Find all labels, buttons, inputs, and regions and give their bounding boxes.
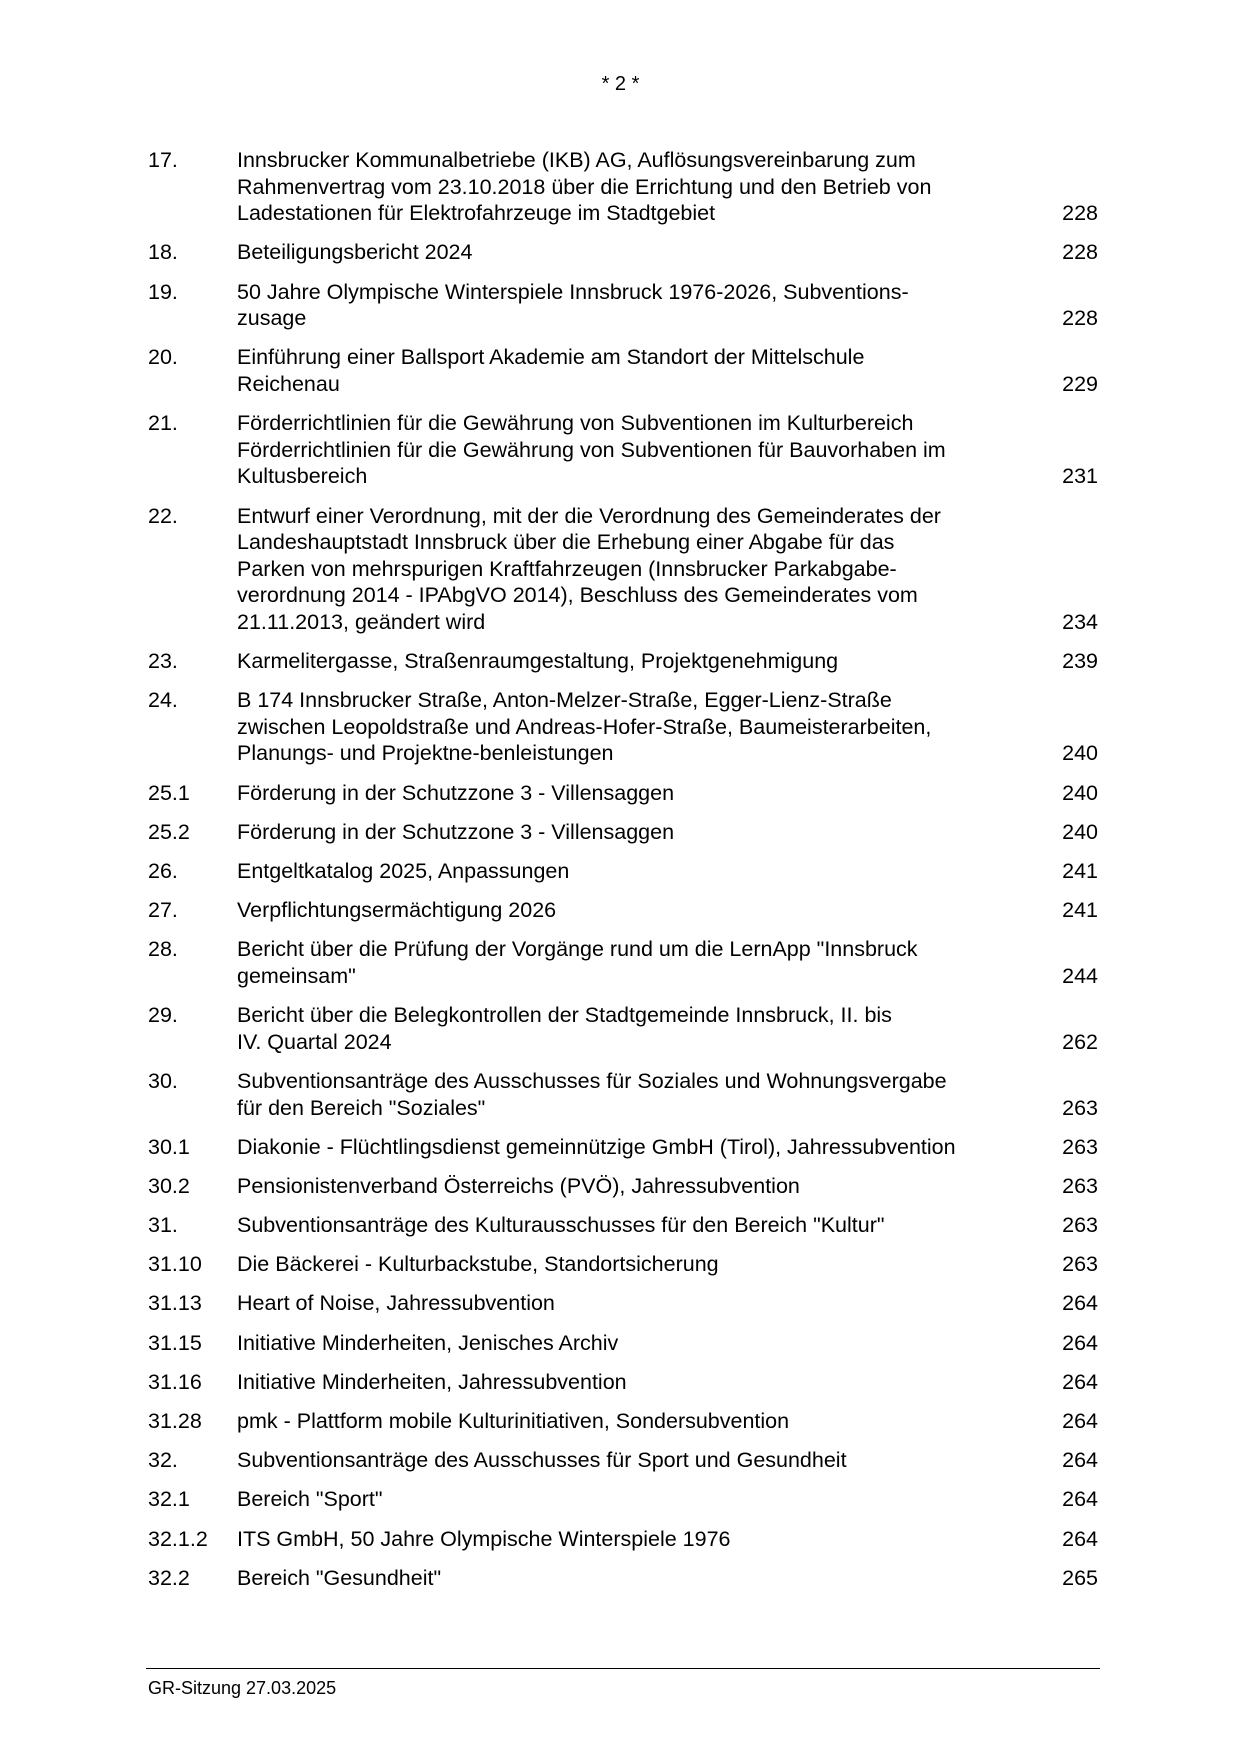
toc-entry-title-line: B 174 Innsbrucker Straße, Anton-Melzer-Straße, Egger-Lienz-Straße <box>237 688 892 713</box>
toc-entry-number: 20. <box>148 345 178 370</box>
toc-entry-number: 27. <box>148 898 178 923</box>
toc-entry-number: 32.1.2 <box>148 1526 208 1551</box>
toc-entry <box>148 780 1098 807</box>
toc-entry-number: 29. <box>148 1003 178 1028</box>
toc-entry-title <box>237 1330 1027 1357</box>
toc-entry-title-line: IV. Quartal 2024 <box>237 1029 392 1054</box>
toc-entry-title <box>237 1408 1027 1435</box>
toc-entry-title-line: 21.11.2013, geändert wird <box>237 609 486 634</box>
toc-entry-number: 17. <box>148 148 178 172</box>
toc-entry-title <box>237 410 1027 490</box>
toc-entry-number: 31.15 <box>148 1330 202 1355</box>
toc-entry-title <box>237 1002 1027 1055</box>
toc-entry-title <box>237 780 1027 807</box>
toc-entry-page: 263 <box>1062 1095 1098 1120</box>
toc-entry <box>148 1173 1098 1200</box>
toc-entry-title <box>237 897 1027 924</box>
toc-entry-title-line: Förderrichtlinien für die Gewährung von Subventionen für Bauvorhaben im <box>237 437 946 462</box>
toc-entry-title <box>237 1134 1027 1161</box>
toc-entry <box>148 1251 1098 1278</box>
toc-entry-title-line: Pensionistenverband Österreichs (PVÖ), Jahressubvention <box>237 1173 800 1198</box>
toc-entry-title-line: verordnung 2014 - IPAbgVO 2014), Beschluss des Gemeinderates vom <box>237 583 918 608</box>
toc-entry <box>148 819 1098 846</box>
toc-entry-number: 24. <box>148 688 178 713</box>
toc-entry-title <box>237 1068 1027 1121</box>
toc-entry-page: 262 <box>1062 1029 1098 1054</box>
toc-entry-title-line: Subventionsanträge des Kulturausschusses für den Bereich "Kultur" <box>237 1213 885 1238</box>
toc-entry-title-line: Subventionsanträge des Ausschusses für Soziales und Wohnungsvergabe <box>237 1068 947 1093</box>
toc-entry-title-line: 50 Jahre Olympische Winterspiele Innsbruck 1976-2026, Subventions- <box>237 279 909 304</box>
toc-entry-title-line: Heart of Noise, Jahressubvention <box>237 1291 555 1316</box>
toc-entry-title-line: Subventionsanträge des Ausschusses für Sport und Gesundheit <box>237 1448 847 1473</box>
toc-entry-title <box>237 503 1027 636</box>
toc-entry <box>148 858 1098 885</box>
toc-entry-title-line: Karmelitergasse, Straßenraumgestaltung, Projektgenehmigung <box>237 649 839 674</box>
toc-entry <box>148 503 1098 636</box>
toc-entry-title <box>237 239 1027 266</box>
toc-entry-title-line: pmk - Plattform mobile Kulturinitiativen, Sondersubvention <box>237 1409 790 1434</box>
toc-entry <box>148 897 1098 924</box>
toc-entry-page: 228 <box>1062 240 1098 265</box>
toc-entry-number: 25.2 <box>148 819 190 844</box>
toc-entry-page: 231 <box>1062 464 1098 489</box>
toc-entry <box>148 1330 1098 1357</box>
toc-entry-title <box>237 279 1027 332</box>
toc-entry-title <box>237 147 1027 227</box>
toc-entry-page: 229 <box>1062 371 1098 396</box>
toc-entry-title-line: Ladestationen für Elektrofahrzeuge im Stadtgebiet <box>237 201 716 226</box>
toc-entry-title-line: Förderrichtlinien für die Gewährung von Subventionen im Kulturbereich <box>237 411 914 436</box>
toc-entry-page: 240 <box>1062 780 1098 805</box>
toc-entry-page: 241 <box>1062 898 1098 923</box>
toc-entry <box>148 1369 1098 1396</box>
toc-entry <box>148 687 1098 767</box>
toc-entry-number: 32.1 <box>148 1487 190 1512</box>
toc-entry-title-line: Bereich "Gesundheit" <box>237 1565 442 1590</box>
toc-entry <box>148 1068 1098 1121</box>
toc-entry-title <box>237 1565 1027 1592</box>
toc-entry-number: 30.2 <box>148 1173 190 1198</box>
toc-entry-page: 228 <box>1062 306 1098 331</box>
toc-entry-title <box>237 1447 1027 1474</box>
toc-entry-title-line: zusage <box>237 306 307 331</box>
toc-entry-page: 234 <box>1062 609 1098 634</box>
toc-entry <box>148 1526 1098 1553</box>
toc-entry <box>148 344 1098 397</box>
toc-entry-page: 263 <box>1062 1213 1098 1238</box>
toc-entry-number: 19. <box>148 279 178 304</box>
toc-entry-title-line: Diakonie - Flüchtlingsdienst gemeinnützige GmbH (Tirol), Jahressubvention <box>237 1134 956 1159</box>
toc-entry-title-line: Rahmenvertrag vom 23.10.2018 über die Errichtung und den Betrieb von <box>237 174 932 199</box>
toc-entry-page: 264 <box>1062 1409 1098 1434</box>
toc-entry <box>148 1002 1098 1055</box>
toc-entry <box>148 936 1098 989</box>
toc-entry-title-line: gemeinsam" <box>237 963 356 988</box>
toc-entry-page: 264 <box>1062 1526 1098 1551</box>
toc-entry-page: 264 <box>1062 1291 1098 1316</box>
toc-entry-number: 32. <box>148 1448 178 1473</box>
toc-entry-number: 31. <box>148 1213 178 1238</box>
toc-entry-title <box>237 687 1027 767</box>
toc-entry-number: 23. <box>148 649 178 674</box>
toc-entry-title-line: Förderung in der Schutzzone 3 - Villensaggen <box>237 780 675 805</box>
toc-entry-page: 241 <box>1062 859 1098 883</box>
toc-entry-page: 263 <box>1062 1173 1098 1198</box>
toc-entry-title <box>237 936 1027 989</box>
toc-entry-title-line: Verpflichtungsermächtigung 2026 <box>237 898 557 923</box>
toc-entry-page: 240 <box>1062 741 1098 766</box>
toc-entry-title <box>237 1290 1027 1317</box>
toc-entry-title <box>237 1251 1027 1278</box>
toc-entry-title-line: ITS GmbH, 50 Jahre Olympische Winterspiele 1976 <box>237 1526 731 1551</box>
toc-entry-title <box>237 1369 1027 1396</box>
toc-entry-title <box>237 1212 1027 1239</box>
toc-entry-title-line: Bericht über die Belegkontrollen der Stadtgemeinde Innsbruck, II. bis <box>237 1003 892 1028</box>
page-number-header: * 2 * <box>601 73 640 95</box>
toc-entry-page: 244 <box>1062 963 1098 988</box>
toc-entry-number: 25.1 <box>148 780 190 805</box>
toc-entry-number: 31.13 <box>148 1291 202 1316</box>
toc-entry-number: 30. <box>148 1068 178 1093</box>
toc-entry-title-line: Beteiligungsbericht 2024 <box>237 240 473 265</box>
toc-entry-title-line: für den Bereich "Soziales" <box>237 1095 486 1120</box>
toc-entry-title <box>237 1173 1027 1200</box>
toc-entry-number: 32.2 <box>148 1565 190 1590</box>
toc-entry-title-line: Initiative Minderheiten, Jenisches Archiv <box>237 1330 619 1355</box>
toc-entry-title <box>237 648 1027 675</box>
toc-entry-number: 31.16 <box>148 1369 202 1394</box>
toc-entry-page: 263 <box>1062 1134 1098 1159</box>
toc-entry-number: 21. <box>148 411 178 436</box>
toc-entry-title-line: Entwurf einer Verordnung, mit der die Verordnung des Gemeinderates der <box>237 503 941 528</box>
toc-entry-number: 31.28 <box>148 1409 202 1434</box>
toc-entry-title-line: Initiative Minderheiten, Jahressubvention <box>237 1369 627 1394</box>
toc-entry-number: 26. <box>148 859 178 883</box>
toc-entry-title-line: Landeshauptstadt Innsbruck über die Erhebung einer Abgabe für das <box>237 530 895 555</box>
toc-entry <box>148 239 1098 266</box>
toc-entry <box>148 1486 1098 1513</box>
toc-entry-title-line: Die Bäckerei - Kulturbackstube, Standortsicherung <box>237 1252 719 1277</box>
toc-entry-page: 264 <box>1062 1330 1098 1355</box>
toc-entry <box>148 1565 1098 1592</box>
toc-entry-title-line: Bericht über die Prüfung der Vorgänge rund um die LernApp "Innsbruck <box>237 937 918 962</box>
toc-entry <box>148 410 1098 490</box>
toc-entry-title-line: Entgeltkatalog 2025, Anpassungen <box>237 859 570 883</box>
toc-entry-number: 22. <box>148 503 178 528</box>
toc-entry <box>148 147 1098 227</box>
toc-entry <box>148 1447 1098 1474</box>
toc-entry-title-line: zwischen Leopoldstraße und Andreas-Hofer-Straße, Baumeisterarbeiten, <box>237 714 932 739</box>
toc-entry <box>148 648 1098 675</box>
toc-entry <box>148 1290 1098 1317</box>
toc-entry-page: 265 <box>1062 1565 1098 1590</box>
toc-entry-page: 264 <box>1062 1448 1098 1473</box>
toc-entry-page: 264 <box>1062 1487 1098 1512</box>
toc-entry <box>148 279 1098 332</box>
toc-entry-title-line: Kultusbereich <box>237 464 368 489</box>
toc-entry-title-line: Parken von mehrspurigen Kraftfahrzeugen (Innsbrucker Parkabgabe- <box>237 556 897 581</box>
toc-entry-title-line: Förderung in der Schutzzone 3 - Villensaggen <box>237 819 675 844</box>
toc-entry-number: 30.1 <box>148 1134 190 1159</box>
toc-entry-title-line: Einführung einer Ballsport Akademie am Standort der Mittelschule <box>237 345 865 370</box>
toc-entry-title-line: Planungs- und Projektne-benleistungen <box>237 741 614 766</box>
toc-entry-number: 18. <box>148 240 178 265</box>
toc-entry-page: 228 <box>1062 201 1098 226</box>
toc-entry-title-line: Bereich "Sport" <box>237 1487 383 1512</box>
toc-entry-number: 28. <box>148 937 178 962</box>
toc-entry-title <box>237 1486 1027 1513</box>
toc-entry-page: 239 <box>1062 649 1098 674</box>
footer-divider <box>146 1668 1100 1669</box>
toc-entry-number: 31.10 <box>148 1252 202 1277</box>
toc-entry-title <box>237 344 1027 397</box>
toc-entry <box>148 1212 1098 1239</box>
toc-entry-title <box>237 858 1027 885</box>
toc-entry-page: 240 <box>1062 819 1098 844</box>
toc-entry-title <box>237 819 1027 846</box>
toc-entry-title-line: Reichenau <box>237 371 340 396</box>
table-of-contents <box>148 147 1098 1604</box>
toc-entry-page: 264 <box>1062 1369 1098 1394</box>
toc-entry <box>148 1408 1098 1435</box>
toc-entry-page: 263 <box>1062 1252 1098 1277</box>
toc-entry <box>148 1134 1098 1161</box>
toc-entry-title <box>237 1526 1027 1553</box>
footer-session-date: GR-Sitzung 27.03.2025 <box>148 1678 337 1698</box>
toc-entry-title-line: Innsbrucker Kommunalbetriebe (IKB) AG, Auflösungsvereinbarung zum <box>237 148 916 172</box>
